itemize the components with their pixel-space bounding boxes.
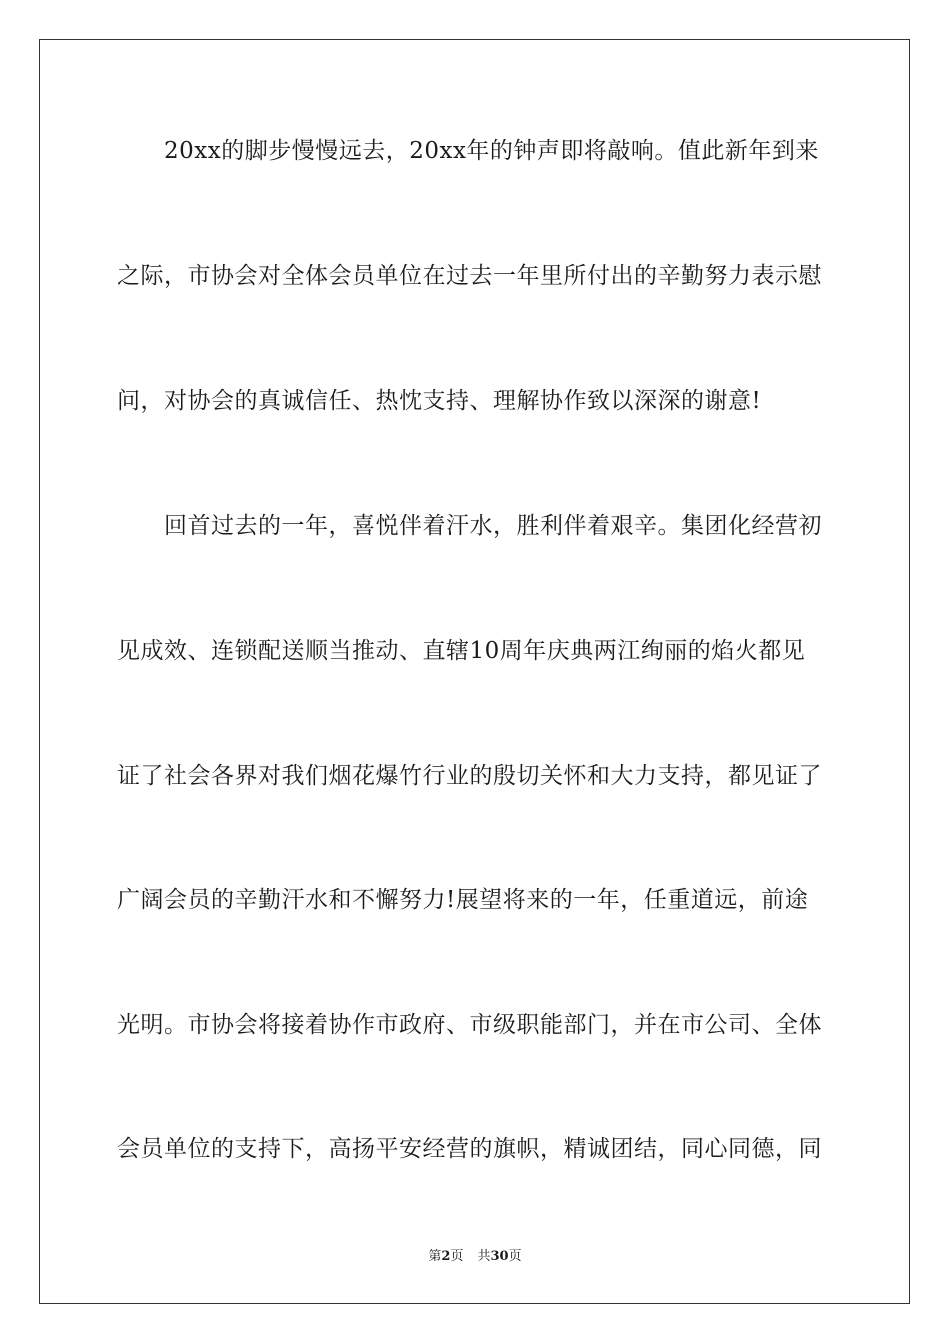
page-suffix: 页 [450,1249,464,1264]
body-text-line: 会员单位的支持下，高扬平安经营的旗帜，精诚团结，同心同德，同 [117,1136,822,1162]
body-text-line: 证了社会各界对我们烟花爆竹行业的殷切关怀和大力支持，都见证了 [117,763,822,789]
body-text-line: 问，对协会的真诚信任、热忱支持、理解协作致以深深的谢意! [117,388,762,414]
total-prefix: 共 [477,1249,491,1264]
page-border [39,39,910,1304]
body-text-line: 光明。市协会将接着协作市政府、市级职能部门，并在市公司、全体 [117,1012,822,1038]
body-text-line: 广阔会员的辛勤汗水和不懈努力!展望将来的一年，任重道远，前途 [117,887,809,913]
body-text-line: 见成效、连锁配送顺当推动、直辖10周年庆典两江绚丽的焰火都见 [117,638,806,664]
page-prefix: 第 [428,1249,442,1264]
page-number: 2 [441,1249,451,1264]
body-text-line: 回首过去的一年，喜悦伴着汗水，胜利伴着艰辛。集团化经营初 [117,513,822,539]
total-pages: 30 [490,1249,509,1264]
total-suffix: 页 [508,1249,522,1264]
body-text-line: 之际，市协会对全体会员单位在过去一年里所付出的辛勤努力表示慰 [117,263,822,289]
body-text-line: 20xx的脚步慢慢远去，20xx年的钟声即将敲响。值此新年到来 [117,138,819,164]
page-footer [0,1248,950,1266]
